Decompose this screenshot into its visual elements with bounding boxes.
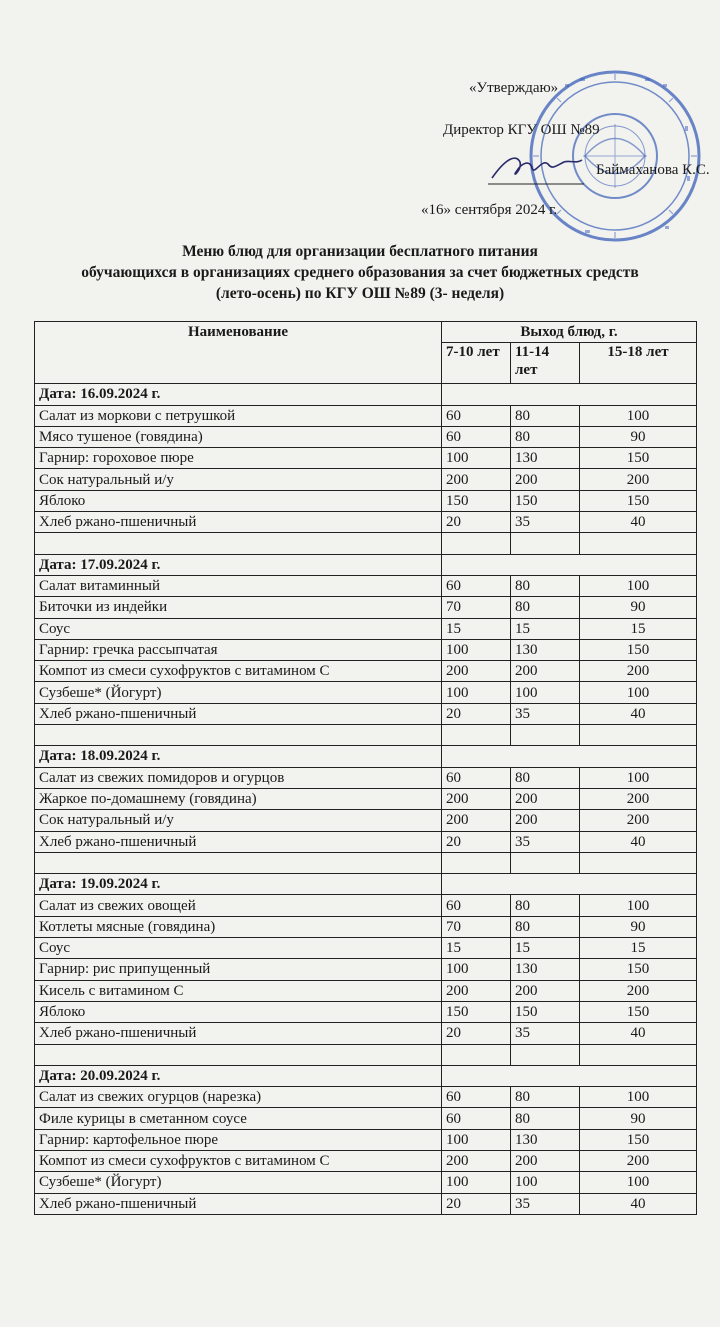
director-name: Баймаханова К.С. [596, 162, 710, 178]
day-date-label: Дата: 20.09.2024 г. [35, 1065, 442, 1086]
portion-11-14: 200 [511, 788, 580, 809]
portion-11-14: 35 [511, 1193, 580, 1214]
table-row [35, 597, 697, 618]
table-row [35, 767, 697, 788]
table-header-row [35, 322, 697, 343]
spacer-cell [442, 1044, 511, 1065]
dish-name: Мясо тушеное (говядина) [35, 426, 442, 447]
portion-15-18: 40 [580, 1023, 697, 1044]
portion-11-14: 35 [511, 703, 580, 724]
date-row-empty-cell [442, 384, 697, 405]
portion-15-18: 150 [580, 1129, 697, 1150]
header-name: Наименование [35, 322, 442, 384]
date-row [35, 746, 697, 767]
portion-11-14: 150 [511, 490, 580, 511]
spacer-cell [580, 533, 697, 554]
title-line-3: (лето-осень) по КГУ ОШ №89 (3- неделя) [215, 285, 505, 302]
portion-7-10: 60 [442, 895, 511, 916]
table-row [35, 512, 697, 533]
day-date-label: Дата: 19.09.2024 г. [35, 874, 442, 895]
portion-15-18: 200 [580, 1150, 697, 1171]
day-date-label: Дата: 16.09.2024 г. [35, 384, 442, 405]
portion-15-18: 100 [580, 895, 697, 916]
spacer-row [35, 533, 697, 554]
portion-11-14: 200 [511, 810, 580, 831]
date-row [35, 1065, 697, 1086]
portion-7-10: 60 [442, 426, 511, 447]
dish-name: Хлеб ржано-пшеничный [35, 1023, 442, 1044]
portion-7-10: 60 [442, 1108, 511, 1129]
dish-name: Салат витаминный [35, 575, 442, 596]
table-row [35, 980, 697, 1001]
header-output: Выход блюд, г. [442, 322, 697, 343]
table-row [35, 1087, 697, 1108]
dish-name: Компот из смеси сухофруктов с витамином С [35, 1150, 442, 1171]
header-age-7-10: 7-10 лет [442, 343, 511, 384]
portion-15-18: 100 [580, 1172, 697, 1193]
portion-15-18: 200 [580, 661, 697, 682]
spacer-row [35, 852, 697, 873]
table-row [35, 788, 697, 809]
page-title [0, 241, 720, 304]
portion-15-18: 150 [580, 1001, 697, 1022]
portion-15-18: 90 [580, 1108, 697, 1129]
portion-11-14: 80 [511, 597, 580, 618]
day-date-label: Дата: 18.09.2024 г. [35, 746, 442, 767]
portion-11-14: 200 [511, 661, 580, 682]
table-row [35, 938, 697, 959]
table-row [35, 575, 697, 596]
approval-date: «16» сентября 2024 г. [421, 202, 558, 218]
director-signature-icon [486, 148, 586, 188]
spacer-cell [35, 1044, 442, 1065]
portion-7-10: 20 [442, 1023, 511, 1044]
portion-7-10: 20 [442, 703, 511, 724]
portion-7-10: 15 [442, 618, 511, 639]
portion-11-14: 80 [511, 575, 580, 596]
dish-name: Салат из свежих помидоров и огурцов [35, 767, 442, 788]
portion-15-18: 90 [580, 916, 697, 937]
dish-name: Жаркое по-домашнему (говядина) [35, 788, 442, 809]
table-row [35, 490, 697, 511]
date-row [35, 874, 697, 895]
portion-15-18: 100 [580, 405, 697, 426]
portion-7-10: 100 [442, 1129, 511, 1150]
portion-7-10: 70 [442, 597, 511, 618]
portion-15-18: 100 [580, 575, 697, 596]
table-row [35, 916, 697, 937]
dish-name: Гарнир: рис припущенный [35, 959, 442, 980]
dish-name: Сузбеше* (Йогурт) [35, 682, 442, 703]
spacer-cell [511, 1044, 580, 1065]
table-row [35, 895, 697, 916]
portion-7-10: 200 [442, 980, 511, 1001]
portion-11-14: 80 [511, 405, 580, 426]
date-row [35, 384, 697, 405]
portion-7-10: 200 [442, 469, 511, 490]
portion-7-10: 20 [442, 512, 511, 533]
portion-7-10: 20 [442, 831, 511, 852]
dish-name: Гарнир: картофельное пюре [35, 1129, 442, 1150]
director-position: Директор КГУ ОШ №89 [443, 122, 600, 138]
portion-7-10: 60 [442, 405, 511, 426]
portion-7-10: 200 [442, 661, 511, 682]
date-row-empty-cell [442, 746, 697, 767]
spacer-cell [511, 533, 580, 554]
portion-11-14: 35 [511, 1023, 580, 1044]
portion-7-10: 150 [442, 1001, 511, 1022]
spacer-row [35, 725, 697, 746]
portion-7-10: 20 [442, 1193, 511, 1214]
dish-name: Филе курицы в сметанном соусе [35, 1108, 442, 1129]
portion-11-14: 200 [511, 1150, 580, 1171]
dish-name: Биточки из индейки [35, 597, 442, 618]
spacer-cell [35, 852, 442, 873]
table-row [35, 1001, 697, 1022]
portion-7-10: 100 [442, 682, 511, 703]
dish-name: Хлеб ржано-пшеничный [35, 831, 442, 852]
dish-name: Яблоко [35, 490, 442, 511]
portion-15-18: 100 [580, 767, 697, 788]
spacer-cell [511, 852, 580, 873]
portion-11-14: 80 [511, 1087, 580, 1108]
portion-11-14: 35 [511, 512, 580, 533]
dish-name: Салат из моркови с петрушкой [35, 405, 442, 426]
dish-name: Гарнир: гороховое пюре [35, 448, 442, 469]
portion-15-18: 150 [580, 639, 697, 660]
table-row [35, 426, 697, 447]
portion-15-18: 15 [580, 618, 697, 639]
portion-7-10: 200 [442, 788, 511, 809]
portion-7-10: 60 [442, 1087, 511, 1108]
day-date-label: Дата: 17.09.2024 г. [35, 554, 442, 575]
header-age-11-14: 11-14 лет [511, 343, 580, 384]
dish-name: Гарнир: гречка рассыпчатая [35, 639, 442, 660]
dish-name: Сузбеше* (Йогурт) [35, 1172, 442, 1193]
approval-heading: «Утверждаю» [469, 80, 559, 96]
spacer-cell [442, 533, 511, 554]
portion-15-18: 200 [580, 810, 697, 831]
spacer-cell [580, 852, 697, 873]
portion-11-14: 80 [511, 916, 580, 937]
table-row [35, 661, 697, 682]
table-row [35, 810, 697, 831]
portion-11-14: 100 [511, 682, 580, 703]
portion-15-18: 150 [580, 448, 697, 469]
table-row [35, 448, 697, 469]
dish-name: Хлеб ржано-пшеничный [35, 512, 442, 533]
title-line-2: обучающихся в организациях среднего образования за счет бюджетных средств [81, 264, 639, 281]
portion-15-18: 40 [580, 512, 697, 533]
portion-7-10: 200 [442, 810, 511, 831]
portion-7-10: 60 [442, 575, 511, 596]
portion-15-18: 40 [580, 1193, 697, 1214]
dish-name: Соус [35, 938, 442, 959]
date-row [35, 554, 697, 575]
portion-15-18: 40 [580, 703, 697, 724]
table-row [35, 1193, 697, 1214]
dish-name: Хлеб ржано-пшеничный [35, 1193, 442, 1214]
portion-11-14: 80 [511, 426, 580, 447]
table-row [35, 1023, 697, 1044]
portion-11-14: 130 [511, 639, 580, 660]
spacer-row [35, 1044, 697, 1065]
table-row [35, 831, 697, 852]
portion-15-18: 200 [580, 469, 697, 490]
portion-15-18: 90 [580, 426, 697, 447]
portion-15-18: 150 [580, 490, 697, 511]
portion-11-14: 130 [511, 959, 580, 980]
dish-name: Салат из свежих огурцов (нарезка) [35, 1087, 442, 1108]
portion-11-14: 100 [511, 1172, 580, 1193]
portion-15-18: 15 [580, 938, 697, 959]
dish-name: Соус [35, 618, 442, 639]
spacer-cell [442, 725, 511, 746]
table-row [35, 1108, 697, 1129]
portion-15-18: 100 [580, 1087, 697, 1108]
dish-name: Компот из смеси сухофруктов с витамином С [35, 661, 442, 682]
dish-name: Хлеб ржано-пшеничный [35, 703, 442, 724]
portion-11-14: 130 [511, 448, 580, 469]
spacer-cell [35, 725, 442, 746]
dish-name: Котлеты мясные (говядина) [35, 916, 442, 937]
table-row [35, 959, 697, 980]
portion-15-18: 40 [580, 831, 697, 852]
portion-7-10: 100 [442, 959, 511, 980]
portion-15-18: 150 [580, 959, 697, 980]
table-row [35, 682, 697, 703]
portion-7-10: 200 [442, 1150, 511, 1171]
spacer-cell [35, 533, 442, 554]
portion-11-14: 80 [511, 1108, 580, 1129]
spacer-cell [580, 725, 697, 746]
portion-15-18: 100 [580, 682, 697, 703]
portion-7-10: 70 [442, 916, 511, 937]
portion-7-10: 150 [442, 490, 511, 511]
portion-11-14: 200 [511, 980, 580, 1001]
dish-name: Яблоко [35, 1001, 442, 1022]
date-row-empty-cell [442, 554, 697, 575]
table-row [35, 405, 697, 426]
table-row [35, 1129, 697, 1150]
portion-15-18: 200 [580, 980, 697, 1001]
portion-11-14: 80 [511, 767, 580, 788]
spacer-cell [511, 725, 580, 746]
spacer-cell [442, 852, 511, 873]
date-row-empty-cell [442, 1065, 697, 1086]
dish-name: Кисель с витамином С [35, 980, 442, 1001]
header-age-15-18: 15-18 лет [580, 343, 697, 384]
dish-name: Сок натуральный и/у [35, 810, 442, 831]
portion-11-14: 130 [511, 1129, 580, 1150]
portion-7-10: 100 [442, 1172, 511, 1193]
dish-name: Салат из свежих овощей [35, 895, 442, 916]
portion-11-14: 200 [511, 469, 580, 490]
table-row [35, 1172, 697, 1193]
table-row [35, 703, 697, 724]
menu-table [34, 321, 697, 1215]
table-row [35, 618, 697, 639]
portion-11-14: 150 [511, 1001, 580, 1022]
table-row [35, 639, 697, 660]
title-line-1: Меню блюд для организации бесплатного питания [182, 243, 538, 260]
portion-11-14: 35 [511, 831, 580, 852]
portion-7-10: 15 [442, 938, 511, 959]
portion-7-10: 60 [442, 767, 511, 788]
date-row-empty-cell [442, 874, 697, 895]
portion-11-14: 80 [511, 895, 580, 916]
portion-7-10: 100 [442, 639, 511, 660]
portion-15-18: 90 [580, 597, 697, 618]
table-row [35, 1150, 697, 1171]
portion-7-10: 100 [442, 448, 511, 469]
portion-11-14: 15 [511, 938, 580, 959]
spacer-cell [580, 1044, 697, 1065]
dish-name: Сок натуральный и/у [35, 469, 442, 490]
portion-11-14: 15 [511, 618, 580, 639]
portion-15-18: 200 [580, 788, 697, 809]
table-row [35, 469, 697, 490]
